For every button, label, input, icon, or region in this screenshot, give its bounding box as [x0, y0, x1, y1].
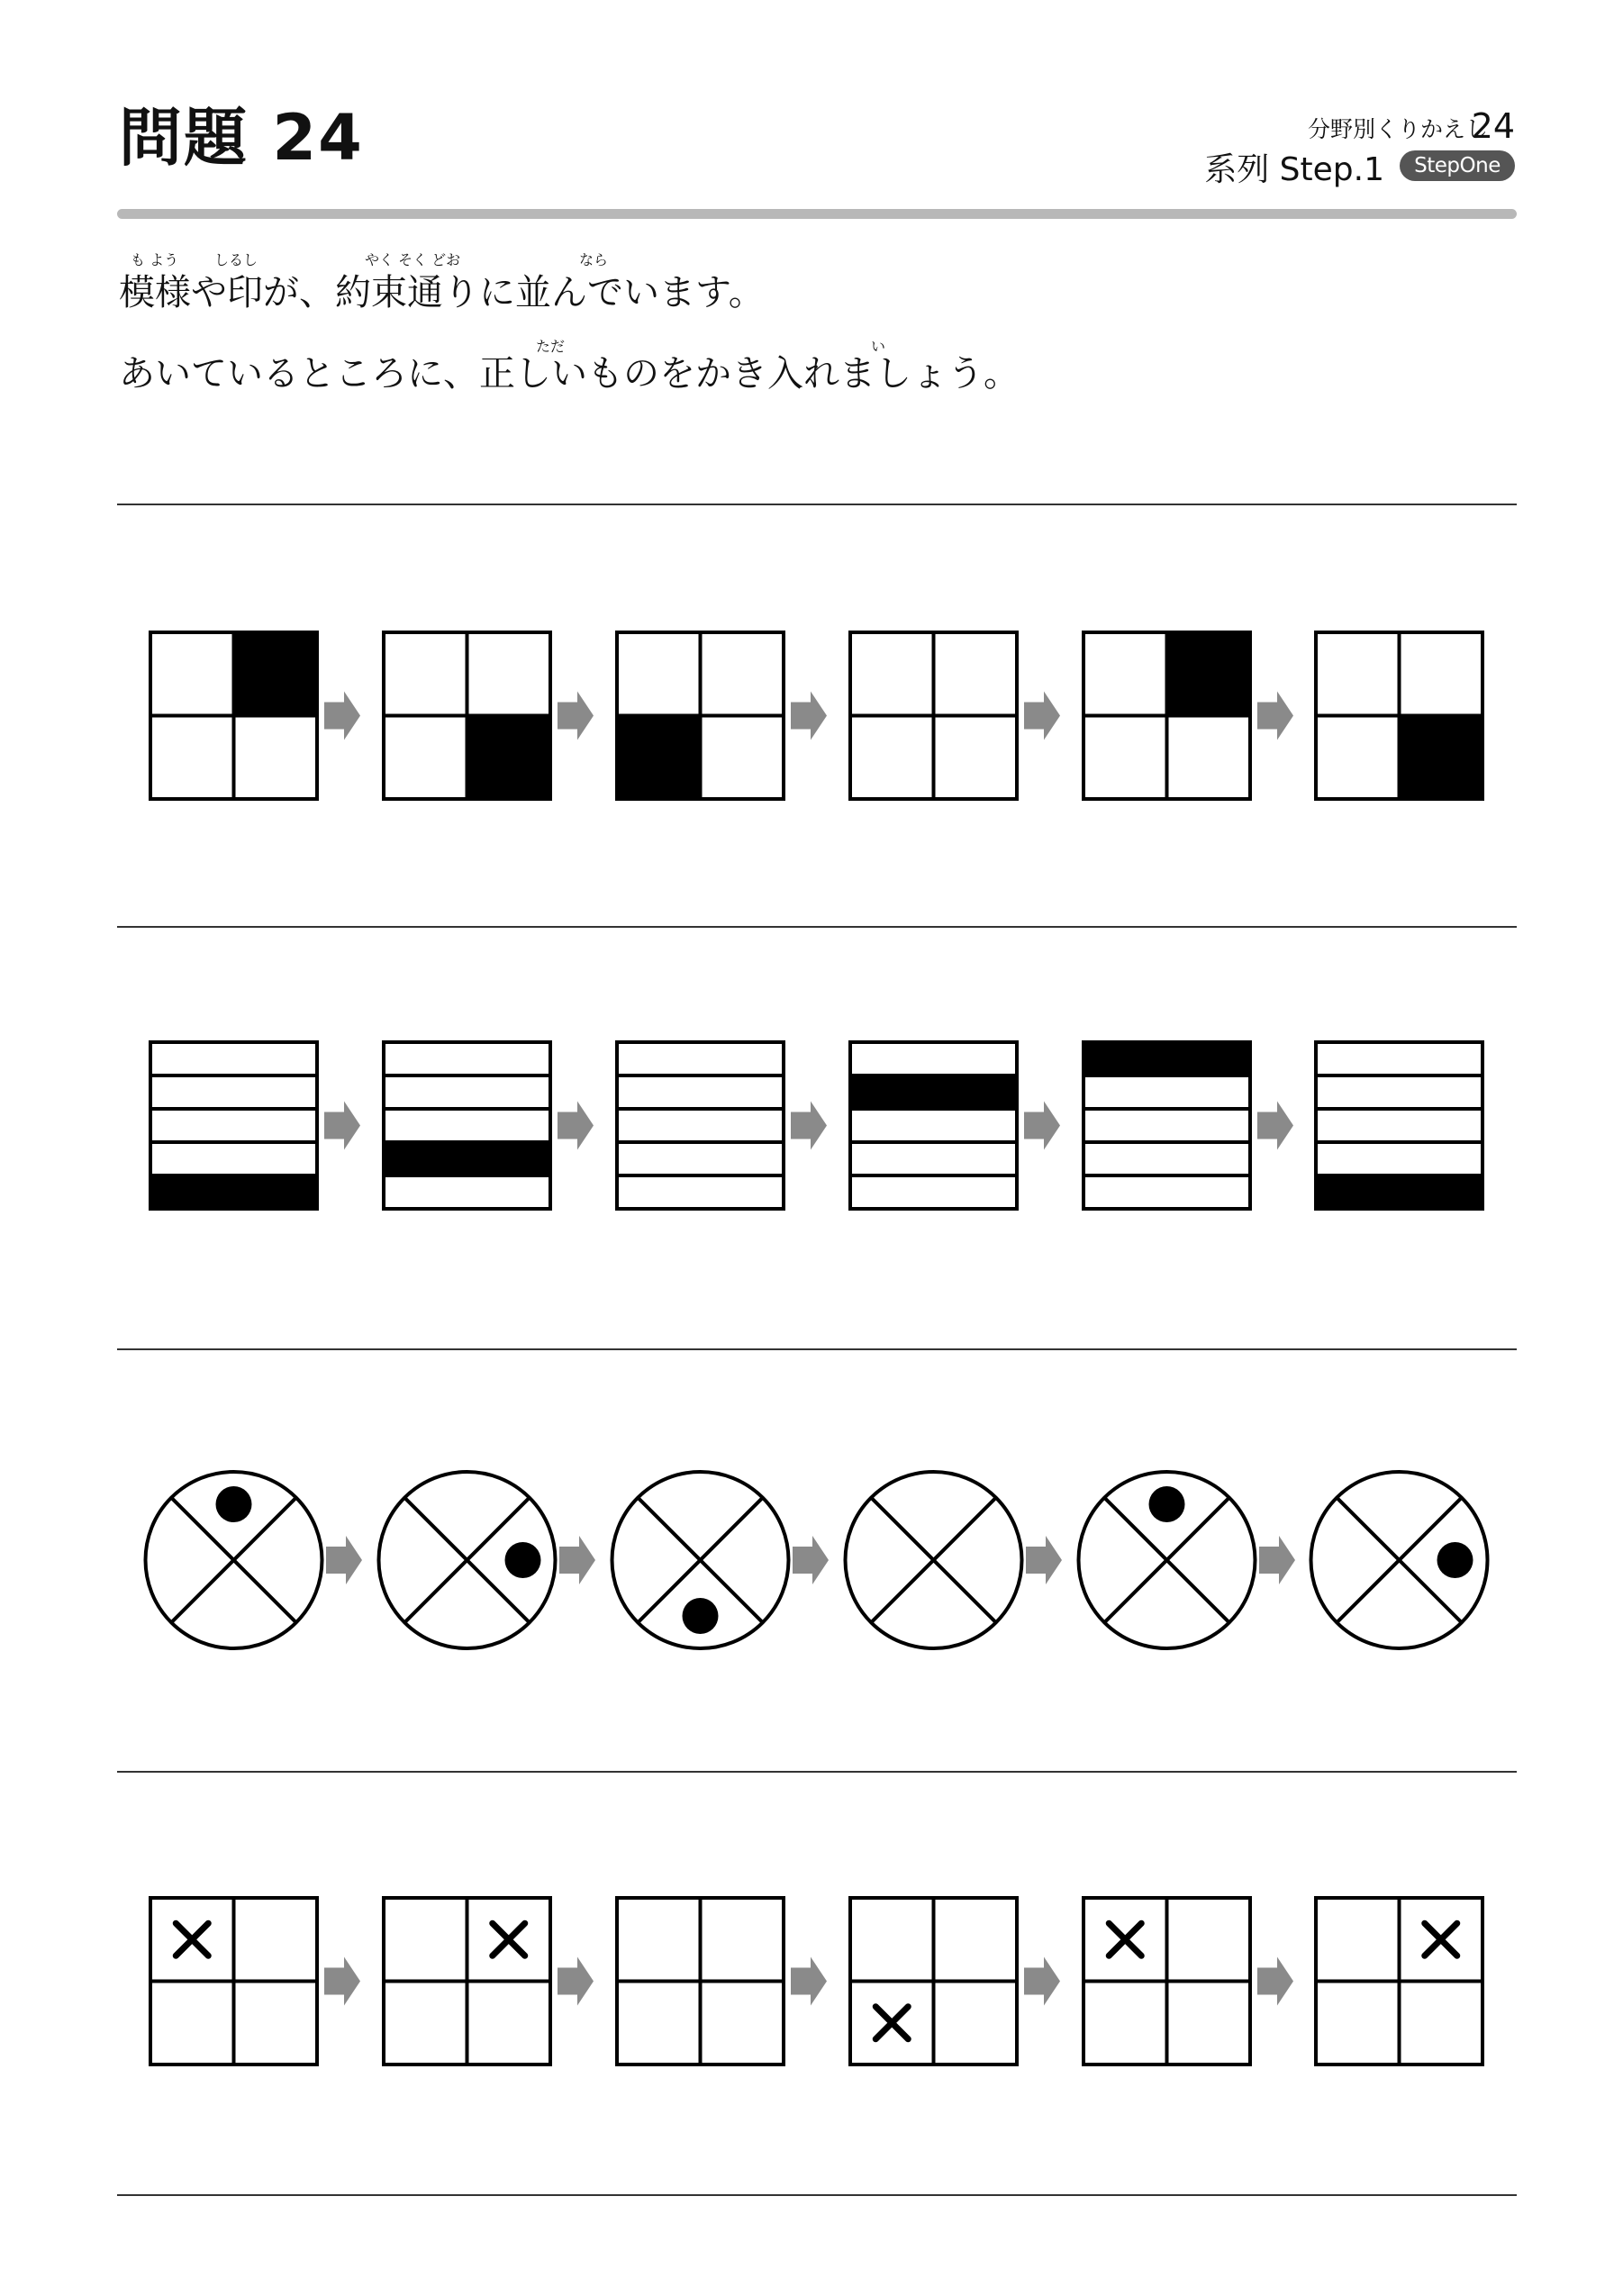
filled-quadrant	[467, 716, 551, 800]
divider-5	[117, 2194, 1517, 2196]
figure-frame	[850, 1042, 1017, 1209]
right-arrow-icon	[791, 1102, 827, 1150]
divider-3	[117, 1348, 1517, 1350]
filled-stripe	[384, 1142, 550, 1175]
right-arrow-icon	[1024, 692, 1060, 740]
right-arrow-icon	[1026, 1536, 1062, 1584]
right-arrow-icon	[1257, 1957, 1293, 2006]
right-arrow-icon	[1024, 1957, 1060, 2006]
figure-frame	[384, 1042, 550, 1209]
ruby-nara: なら	[579, 251, 609, 268]
right-arrow-icon	[1257, 692, 1293, 740]
dot-icon	[1437, 1542, 1473, 1578]
filled-quadrant	[234, 632, 318, 716]
ruby-shirushi: しるし	[214, 251, 258, 268]
right-arrow-icon	[791, 1957, 827, 2006]
right-arrow-icon	[1024, 1102, 1060, 1150]
filled-quadrant	[1400, 716, 1483, 800]
right-arrow-icon	[324, 1102, 360, 1150]
dot-icon	[505, 1542, 541, 1578]
right-arrow-icon	[1259, 1536, 1295, 1584]
problem-4-sequence	[0, 1887, 1623, 2085]
dot-icon	[683, 1598, 719, 1634]
header-bar	[117, 209, 1517, 219]
right-arrow-icon	[791, 692, 827, 740]
ruby-i: い	[871, 338, 886, 355]
filled-stripe	[1316, 1175, 1482, 1209]
divider-2	[117, 926, 1517, 928]
right-arrow-icon	[1257, 1102, 1293, 1150]
filled-quadrant	[1167, 632, 1251, 716]
filled-quadrant	[617, 716, 701, 800]
page-title: 問題 24	[119, 101, 364, 175]
filled-stripe	[850, 1075, 1017, 1109]
problem-1-sequence	[0, 622, 1623, 820]
right-arrow-icon	[558, 692, 594, 740]
right-arrow-icon	[326, 1536, 362, 1584]
series-label: 系列 Step.1	[1204, 151, 1384, 188]
filled-stripe	[1084, 1042, 1250, 1075]
stepone-badge: StepOne	[1400, 150, 1515, 181]
instruction-line-1: 模様や印が、約束通りに並んでいます。	[119, 272, 765, 313]
right-arrow-icon	[793, 1536, 829, 1584]
dot-icon	[1149, 1486, 1185, 1522]
page-number: 24	[1471, 106, 1515, 146]
category-label: 分野別くりかえし	[1307, 116, 1488, 142]
ruby-tada: ただ	[536, 338, 566, 355]
ruby-moyou: も よう	[131, 251, 179, 268]
right-arrow-icon	[558, 1957, 594, 2006]
figure-frame	[617, 1042, 784, 1209]
divider-4	[117, 1771, 1517, 1773]
dot-icon	[216, 1486, 252, 1522]
right-arrow-icon	[559, 1536, 595, 1584]
problem-2-sequence	[0, 1031, 1623, 1239]
filled-stripe	[150, 1175, 317, 1209]
problem-3-sequence	[0, 1459, 1623, 1675]
divider-1	[117, 504, 1517, 505]
right-arrow-icon	[324, 1957, 360, 2006]
right-arrow-icon	[558, 1102, 594, 1150]
ruby-yakusokudoori: やく そく どお	[365, 251, 461, 268]
instruction-line-2: あいているところに、正しいものをかき入れましょう。	[119, 353, 1020, 395]
right-arrow-icon	[324, 692, 360, 740]
